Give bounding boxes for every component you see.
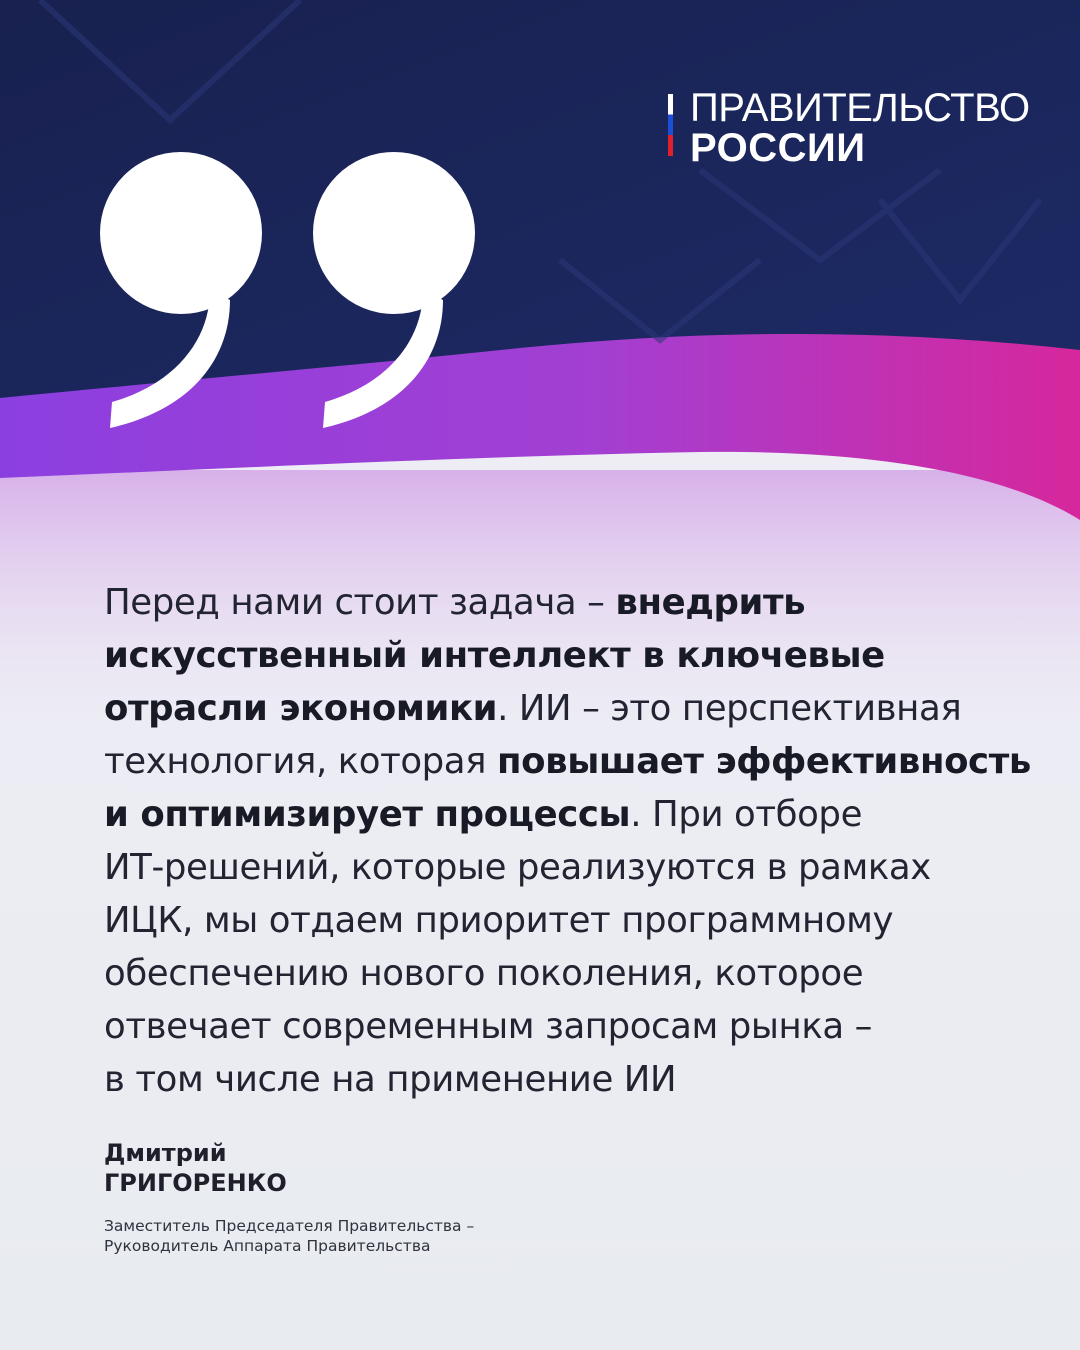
author-block [104,1138,474,1256]
logo-line1: ПРАВИТЕЛЬСТВО [690,86,1030,130]
quote-text [104,576,1054,1106]
quote-segment: отвечает современным запросам рынка – [104,1006,873,1047]
quote-emphasis: внедрить [615,582,806,623]
author-position [104,1216,474,1256]
quote-line [104,735,1054,788]
quote-line [104,1053,1054,1106]
author-first-name: Дмитрий [104,1139,227,1167]
logo-line2: РОССИИ [690,126,866,170]
quote-segment: обеспечению нового поколения, которое [104,953,864,994]
quote-segment: в том числе на применение ИИ [104,1059,677,1100]
quote-segment: . ИИ – это перспективная [497,688,962,729]
quote-emphasis: отрасли экономики [104,688,498,729]
quote-segment: . При отборе [630,794,863,835]
quote-segment: Перед нами стоит задача – [104,582,616,623]
quote-emphasis: повышает эффективность [497,741,1031,782]
author-last-name: ГРИГОРЕНКО [104,1169,287,1197]
quote-line [104,841,1054,894]
quote-emphasis: искусственный интеллект в ключевые [104,635,885,676]
quote-line [104,788,1054,841]
author-position-line2: Руководитель Аппарата Правительства [104,1237,431,1255]
quote-emphasis: и оптимизирует процессы [104,794,631,835]
quote-line [104,682,1054,735]
quote-line [104,576,1054,629]
author-position-line1: Заместитель Председателя Правительства – [104,1217,475,1235]
quote-line [104,947,1054,1000]
quote-segment: ИТ-решений, которые реализуются в рамках [104,847,931,888]
closing-quote-icon [0,0,520,460]
quote-line [104,629,1054,682]
quote-segment: ИЦК, мы отдаем приоритет программному [104,900,894,941]
quote-line [104,1000,1054,1053]
russian-flag-bar-icon [668,94,673,156]
quote-segment: технология, которая [104,741,498,782]
quote-line [104,894,1054,947]
